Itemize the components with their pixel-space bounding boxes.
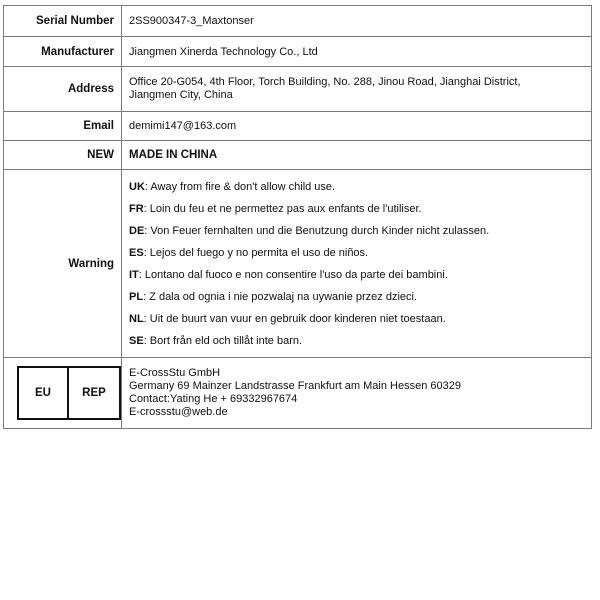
warning-language-code: NL — [129, 312, 144, 325]
email-label: Email — [4, 112, 122, 141]
warning-language-code: IT — [129, 268, 139, 281]
eu-rep-row — [4, 358, 592, 429]
warning-text: : Away from fire & don't allow child use. — [144, 180, 336, 193]
warning-item-uk — [129, 176, 584, 198]
warning-text-cell — [122, 170, 592, 358]
product-label-table — [3, 5, 592, 429]
warning-language-code: UK — [129, 180, 145, 193]
eu-rep-symbol — [17, 366, 121, 420]
made-in-china-text: MADE IN CHINA — [122, 141, 592, 170]
eu-rep-email: E-crossstu@web.de — [129, 406, 228, 418]
new-row — [4, 141, 592, 170]
eu-rep-rep-text: REP — [82, 387, 106, 399]
warning-language-code: DE — [129, 224, 145, 237]
warning-text: : Z dala od ognia i nie pozwalaj na uywanie przez dzieci. — [143, 290, 417, 303]
eu-rep-details — [122, 358, 592, 429]
eu-rep-symbol-cell — [4, 358, 122, 429]
warning-language-code: SE — [129, 334, 144, 347]
warning-row — [4, 170, 592, 358]
manufacturer-row — [4, 37, 592, 67]
address-line: Jiangmen City, China — [129, 89, 233, 101]
serial-number-value: 2SS900347-3_Maxtonser — [122, 6, 592, 37]
warning-language-code: ES — [129, 246, 144, 259]
warning-item-it — [129, 264, 584, 286]
manufacturer-value: Jiangmen Xinerda Technology Co., Ltd — [122, 37, 592, 67]
serial-number-row — [4, 6, 592, 37]
email-row — [4, 112, 592, 141]
address-row — [4, 67, 592, 112]
warning-text: : Uit de buurt van vuur en gebruik door kinderen niet toestaan. — [143, 312, 446, 325]
email-value: demimi147@163.com — [122, 112, 592, 141]
warning-item-pl — [129, 286, 584, 308]
address-line: Office 20-G054, 4th Floor, Torch Building, No. 288, Jinou Road, Jianghai District, — [129, 76, 521, 88]
warning-language-code: PL — [129, 290, 144, 303]
warning-item-se — [129, 330, 584, 352]
warning-label: Warning — [4, 170, 122, 358]
warning-item-es — [129, 242, 584, 264]
warning-text: : Von Feuer fernhalten und die Benutzung durch Kinder nicht zulassen. — [144, 224, 490, 237]
eu-rep-contact: Contact:Yating He + 69332967674 — [129, 393, 298, 405]
eu-rep-eu-text: EU — [19, 368, 69, 418]
address-value — [122, 67, 592, 112]
eu-rep-company: E-CrossStu GmbH — [129, 367, 221, 379]
new-label: NEW — [4, 141, 122, 170]
address-label: Address — [4, 67, 122, 112]
warning-text: : Lejos del fuego y no permita el uso de niños. — [143, 246, 369, 259]
warning-item-de — [129, 220, 584, 242]
warning-item-fr — [129, 198, 584, 220]
warning-text: : Loin du feu et ne permettez pas aux enfants de l'utiliser. — [143, 202, 422, 215]
serial-number-label: Serial Number — [4, 6, 122, 37]
eu-rep-address: Germany 69 Mainzer Landstrasse Frankfurt am Main Hessen 60329 — [129, 380, 461, 392]
warning-list — [129, 176, 584, 352]
warning-text: : Lontano dal fuoco e non consentire l'uso da parte dei bambini. — [138, 268, 448, 281]
manufacturer-label: Manufacturer — [4, 37, 122, 67]
warning-language-code: FR — [129, 202, 144, 215]
warning-item-nl — [129, 308, 584, 330]
warning-text: : Bort från eld och tillåt inte barn. — [143, 334, 303, 347]
